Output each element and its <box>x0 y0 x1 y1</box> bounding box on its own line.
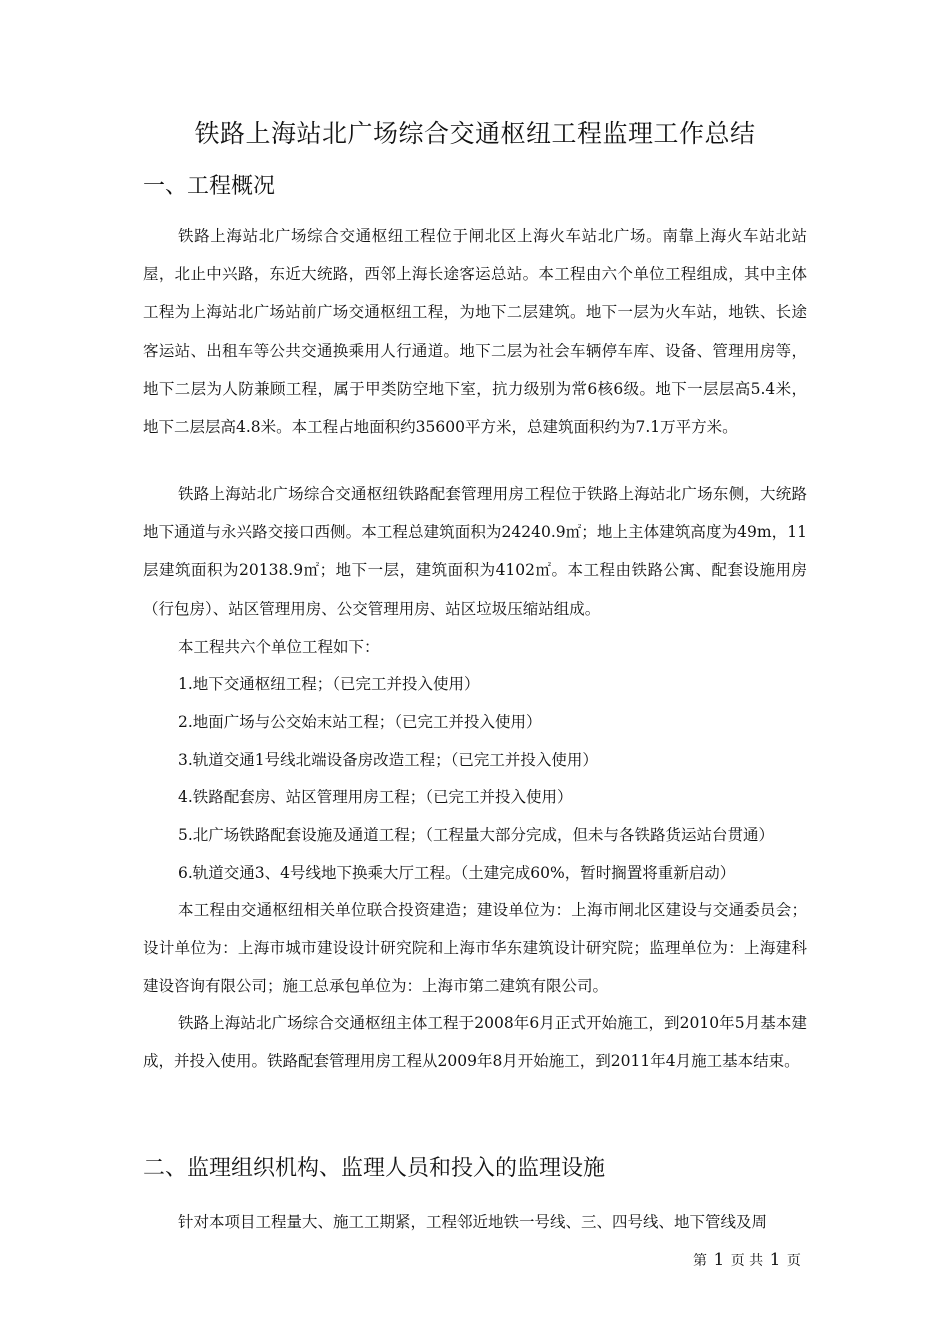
footer-total-pages: 1 <box>769 1250 781 1270</box>
section-1-paragraph-4: 铁路上海站北广场综合交通枢纽主体工程于2008年6月正式开始施工，到2010年5月基本建成，并投入使用。铁路配套管理用房工程从2009年8月开始施工，到2011年4月施工基本结束。 <box>143 1014 807 1071</box>
document-title: 铁路上海站北广场综合交通枢纽工程监理工作总结 <box>194 119 756 148</box>
section-2-heading: 二、监理组织机构、监理人员和投入的监理设施 <box>143 1156 606 1181</box>
unit-list-item-5: 5.北广场铁路配套设施及通道工程；（工程量大部分完成，但未与各铁路货运站台贯通） <box>178 826 775 844</box>
unit-list-item-3: 3.轨道交通1号线北端设备房改造工程；（已完工并投入使用） <box>178 751 598 769</box>
unit-list-intro: 本工程共六个单位工程如下： <box>178 638 380 656</box>
footer-page-number: 1 <box>713 1250 725 1270</box>
section-1-paragraph-3: 本工程由交通枢纽相关单位联合投资建造；建设单位为：上海市闸北区建设与交通委员会；设计单位为：上海市城市建设设计研究院和上海市华东建筑设计研究院；监理单位为：上海建科建设咨询有限公司；施工总承包单位为：上海市第二建筑有限公司。 <box>143 901 807 996</box>
section-1-paragraph-1: 铁路上海站北广场综合交通枢纽工程位于闸北区上海火车站北广场。南靠上海火车站北站屋，北止中兴路，东近大统路，西邻上海长途客运总站。本工程由六个单位工程组成，其中主体工程为上海站北广场站前广场交通枢纽工程，为地下二层建筑。地下一层为火车站，地铁、长途客运站、出租车等公共交通换乘用人行通道。地下二层为社会车辆停车库、设备、管理用房等，地下二层为人防兼顾工程，属于甲类防空地下室，抗力级别为常6核6级。地下一层层高5.4米，地下二层层高4.8米。本工程占地面积约35600平方米，总建筑面积约为7.1万平方米。 <box>143 227 807 437</box>
section-2-paragraph-1: 针对本项目工程量大、施工工期紧，工程邻近地铁一号线、三、四号线、地下管线及周 <box>178 1213 768 1231</box>
unit-list-item-2: 2.地面广场与公交始末站工程；（已完工并投入使用） <box>178 713 542 731</box>
unit-list-item-1: 1.地下交通枢纽工程；（已完工并投入使用） <box>178 675 480 693</box>
footer-middle: 页 共 <box>730 1253 764 1269</box>
section-1-heading: 一、工程概况 <box>143 174 276 199</box>
footer-suffix: 页 <box>786 1253 801 1269</box>
unit-list-item-6: 6.轨道交通3、4号线地下换乘大厅工程。（土建完成60%，暂时搁置将重新启动） <box>178 864 736 882</box>
footer-prefix: 第 <box>693 1253 707 1269</box>
page-footer <box>693 1250 801 1271</box>
section-1-paragraph-2: 铁路上海站北广场综合交通枢纽铁路配套管理用房工程位于铁路上海站北广场东侧，大统路地下通道与永兴路交接口西侧。本工程总建筑面积为24240.9㎡；地上主体建筑高度为49m，11层建筑面积为20138.9㎡；地下一层，建筑面积为4102㎡。本工程由铁路公寓、配套设施用房（行包房）、站区管理用房、公交管理用房、站区垃圾压缩站组成。 <box>143 485 807 618</box>
unit-list-item-4: 4.铁路配套房、站区管理用房工程；（已完工并投入使用） <box>178 788 573 806</box>
